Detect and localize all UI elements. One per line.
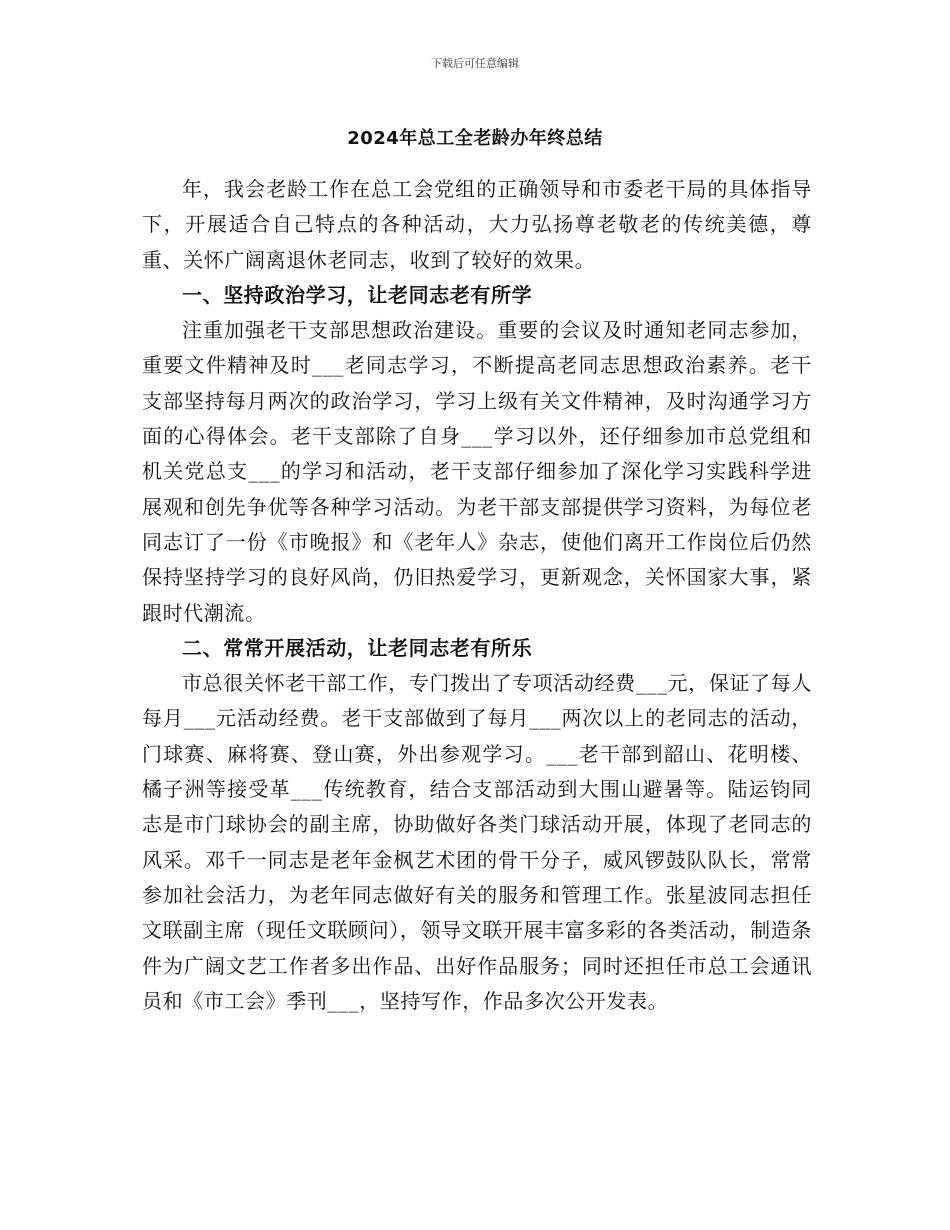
section-1-paragraph: 注重加强老干支部思想政治建设。重要的会议及时通知老同志参加，重要文件精神及时___老同志学习，不断提高老同志思想政治素养。老干支部坚持每月两次的政治学习，学习上级有关文件精神，及时沟通学习方面的心得体会。老干支部除了自身___学习以外，还仔细参加市总党组和机关党总支___的学习和活动，老干支部仔细参加了深化学习实践科学进展观和创先争优等各种学习活动。为老干部支部提供学习资料，为每位老同志订了一份《市晚报》和《老年人》杂志，使他们离开工作岗位后仍然保持坚持学习的良好风尚，仍旧热爱学习，更新观念，关怀国家大事，紧跟时代潮流。 [142,318,812,625]
intro-paragraph: 年，我会老龄工作在总工会党组的正确领导和市委老干局的具体指导下，开展适合自己特点的各种活动，大力弘扬尊老敬老的传统美德，尊重、关怀广阔离退休老同志，收到了较好的效果。 [142,177,812,272]
document-title: 2024年总工全老龄办年终总结 [347,128,603,149]
section-2-heading: 二、常常开展活动，让老同志老有所乐 [182,635,533,660]
section-2-paragraph: 市总很关怀老干部工作，专门拨出了专项活动经费___元，保证了每人每月___元活动经费。老干支部做到了每月___两次以上的老同志的活动，门球赛、麻将赛、登山赛，外出参观学习。___老干部到韶山、花明楼、橘子洲等接受革___传统教育，结合支部活动到大围山避暑等。陆运钧同志是市门球协会的副主席，协助做好各类门球活动开展，体现了老同志的风采。邓千一同志是老年金枫艺术团的骨干分子，威风锣鼓队队长，常常参加社会活力，为老年同志做好有关的服务和管理工作。张星波同志担任文联副主席（现任文联顾问），领导文联开展丰富多彩的各类活动，制造条件为广阔文艺工作者多出作品、出好作品服务；同时还担任市总工会通讯员和《市工会》季刊___，坚持写作，作品多次公开发表。 [142,671,812,1013]
document-body [142,172,812,1019]
page-header-note: 下载后可任意编辑 [431,57,519,70]
section-1-heading: 一、坚持政治学习，让老同志老有所学 [182,282,533,307]
